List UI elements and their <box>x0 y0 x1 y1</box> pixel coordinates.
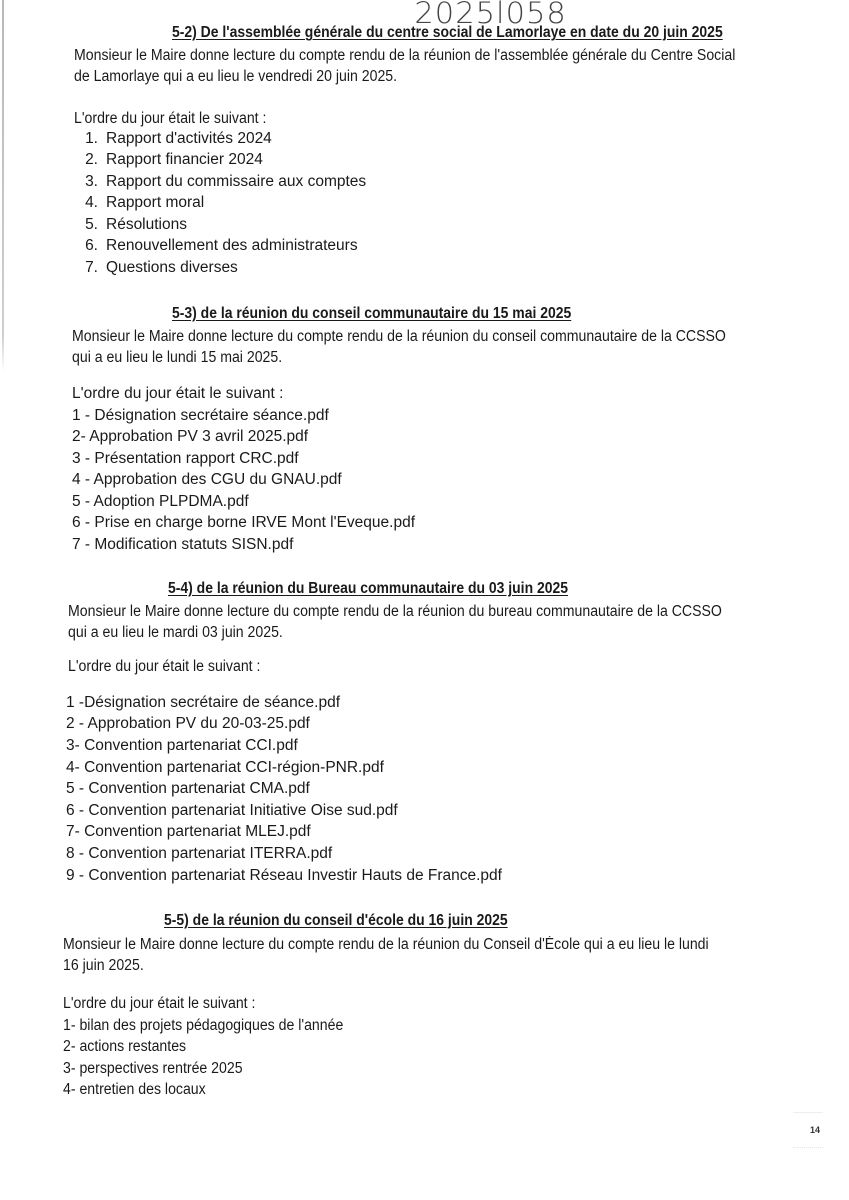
agenda-label: L'ordre du jour était le suivant : <box>68 658 261 675</box>
agenda-item: 6 - Prise en charge borne IRVE Mont l'Eveque.pdf <box>72 514 416 531</box>
agenda-label: L'ordre du jour était le suivant : <box>72 385 284 402</box>
agenda-item: 4- Convention partenariat CCI-région-PNR.pdf <box>66 759 384 776</box>
agenda-item: 4- entretien des locaux <box>63 1081 206 1098</box>
agenda-item: 7. Questions diverses <box>85 259 238 276</box>
section-intro-line: Monsieur le Maire donne lecture du compte rendu de la réunion du Conseil d'École qui a eu lieu le lundi <box>63 936 709 953</box>
section-heading: 5-4) de la réunion du Bureau communautaire du 03 juin 2025 <box>168 580 568 597</box>
agenda-item: 3- Convention partenariat CCI.pdf <box>66 737 298 754</box>
agenda-item: 5 - Adoption PLPDMA.pdf <box>72 493 249 510</box>
agenda-item: 4 - Approbation des CGU du GNAU.pdf <box>72 471 342 488</box>
section-intro-line: qui a eu lieu le lundi 15 mai 2025. <box>72 349 283 366</box>
section-intro-line: Monsieur le Maire donne lecture du compte rendu de la réunion de l'assemblée générale du Centre Social <box>74 47 736 64</box>
section-intro-line: Monsieur le Maire donne lecture du compte rendu de la réunion du bureau communautaire de la CCSSO <box>68 603 722 620</box>
agenda-item: 7- Convention partenariat MLEJ.pdf <box>66 823 311 840</box>
handwritten-reference-stamp: 2025l058 <box>414 0 567 30</box>
agenda-item: 2- actions restantes <box>63 1038 187 1055</box>
section-intro-line: 16 juin 2025. <box>63 957 144 974</box>
section-intro-line: qui a eu lieu le mardi 03 juin 2025. <box>68 624 283 641</box>
section-heading: 5-3) de la réunion du conseil communautaire du 15 mai 2025 <box>172 305 572 322</box>
agenda-item: 2. Rapport financier 2024 <box>85 151 263 168</box>
agenda-item: 6 - Convention partenariat Initiative Oise sud.pdf <box>66 802 398 819</box>
agenda-label: L'ordre du jour était le suivant : <box>63 995 256 1012</box>
agenda-item: 3. Rapport du commissaire aux comptes <box>85 173 367 190</box>
agenda-item: 1 - Désignation secrétaire séance.pdf <box>72 407 329 424</box>
agenda-item: 3- perspectives rentrée 2025 <box>63 1060 243 1077</box>
agenda-label: L'ordre du jour était le suivant : <box>74 110 267 127</box>
page-number: 14 <box>810 1125 821 1135</box>
agenda-item: 1. Rapport d'activités 2024 <box>85 130 272 147</box>
section-intro-line: Monsieur le Maire donne lecture du compte rendu de la réunion du conseil communautaire de la CCSSO <box>72 328 726 345</box>
agenda-item: 2- Approbation PV 3 avril 2025.pdf <box>72 428 309 445</box>
agenda-item: 2 - Approbation PV du 20-03-25.pdf <box>66 715 310 732</box>
scan-edge <box>2 0 4 372</box>
agenda-item: 5. Résolutions <box>85 216 187 233</box>
agenda-item: 7 - Modification statuts SISN.pdf <box>72 536 294 553</box>
agenda-item: 9 - Convention partenariat Réseau Investir Hauts de France.pdf <box>66 867 502 884</box>
section-heading: 5-2) De l'assemblée générale du centre social de Lamorlaye en date du 20 juin 2025 <box>172 24 723 41</box>
agenda-item: 4. Rapport moral <box>85 194 205 211</box>
section-heading: 5-5) de la réunion du conseil d'école du 16 juin 2025 <box>164 912 508 929</box>
agenda-item: 3 - Présentation rapport CRC.pdf <box>72 450 299 467</box>
agenda-item: 5 - Convention partenariat CMA.pdf <box>66 780 310 797</box>
agenda-item: 6. Renouvellement des administrateurs <box>85 237 358 254</box>
agenda-item: 1 -Désignation secrétaire de séance.pdf <box>66 694 340 711</box>
agenda-item: 1- bilan des projets pédagogiques de l'année <box>63 1017 344 1034</box>
section-intro-line: de Lamorlaye qui a eu lieu le vendredi 20 juin 2025. <box>74 68 398 85</box>
agenda-item: 8 - Convention partenariat ITERRA.pdf <box>66 845 333 862</box>
